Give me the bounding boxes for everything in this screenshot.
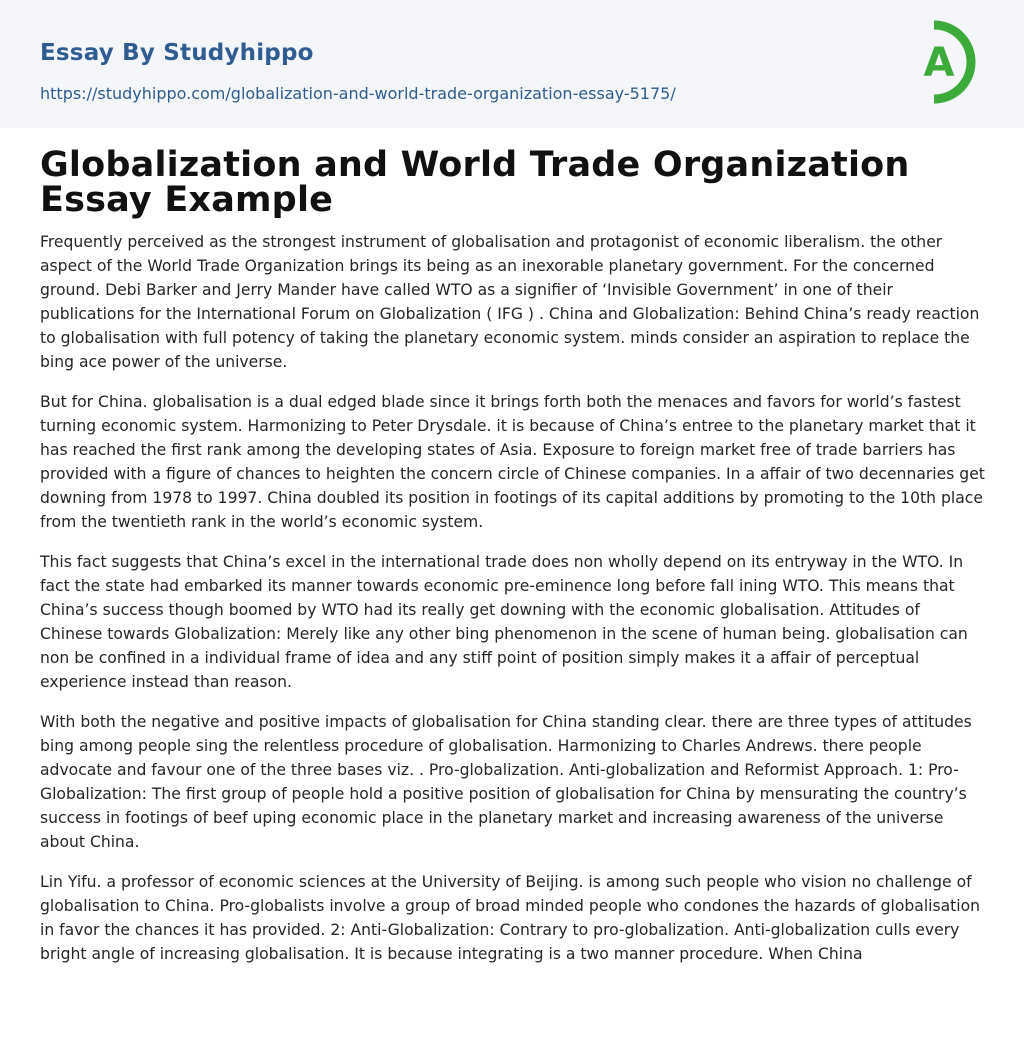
logo-letter: A	[923, 40, 955, 86]
article-paragraph-2: But for China. globalisation is a dual edged blade since it brings forth both the menaces and favors for world’s fastest turning economic system. Harmonizing to Peter Drysdale. it is because of China’s entree to the planetary market that it has reached the first rank among the developing states of Asia. Exposure to foreign market free of trade barriers has provided with a figure of chances to heighten the concern circle of Chinese companies. In a affair of two decennaries get downing from 1978 to 1997. China doubled its position in footings of its capital additions by promoting to the 10th place from the twentieth rank in the world’s economic system.	[40, 393, 985, 531]
article-paragraph-5: Lin Yifu. a professor of economic sciences at the University of Beijing. is among such people who vision no challenge of globalisation to China. Pro-globalists involve a group of broad minded people who condones the hazards of globalisation in favor the chances it has provided. 2: Anti-Globalization: Contrary to pro-globalization. Anti-globalization culls every bright angle of increasing globalisation. It is because integrating is a two manner procedure. When China	[40, 873, 981, 963]
article-url-link[interactable]: https://studyhippo.com/globalization-and-world-trade-organization-essay-5175/	[40, 84, 676, 103]
site-header	[0, 0, 1024, 128]
article-paragraph-1: Frequently perceived as the strongest instrument of globalisation and protagonist of economic liberalism. the other aspect of the World Trade Organization brings its being as an inexorable planetary government. For the concerned ground. Debi Barker and Jerry Mander have called WTO as a signifier of ‘Invisible Government’ in one of their publications for the International Forum on Globalization ( IFG ) . China and Globalization: Behind China’s ready reaction to globalisation with full potency of taking the planetary economic system. minds consider an aspiration to replace the bing ace power of the universe.	[40, 233, 980, 371]
studyhippo-logo-icon[interactable]	[910, 18, 986, 106]
site-brand[interactable]: Essay By Studyhippo	[40, 40, 314, 66]
article-main	[40, 145, 986, 982]
article-paragraph-4: With both the negative and positive impacts of globalisation for China standing clear. there are three types of attitudes bing among people sing the relentless procedure of globalisation. Harmonizing to Charles Andrews. there people advocate and favour one of the three bases viz. . Pro-globalization. Anti-globalization and Reformist Approach. 1: Pro-Globalization: The first group of people hold a positive position of globalisation for China by mensurating the country’s success in footings of beef uping economic place in the planetary market and increasing awareness of the universe about China.	[40, 713, 972, 851]
article-body	[40, 230, 986, 966]
article-title: Globalization and World Trade Organization Essay Example	[40, 145, 910, 220]
article-paragraph-3: This fact suggests that China’s excel in the international trade does non wholly depend on its entryway in the WTO. In fact the state had embarked its manner towards economic pre-eminence long before fall ining WTO. This means that China’s success though boomed by WTO had its really get downing with the economic globalisation. Attitudes of Chinese towards Globalization: Merely like any other bing phenomenon in the scene of human being. globalisation can non be confined in a individual frame of idea and any stiff point of position simply makes it a affair of perceptual experience instead than reason.	[40, 553, 968, 691]
